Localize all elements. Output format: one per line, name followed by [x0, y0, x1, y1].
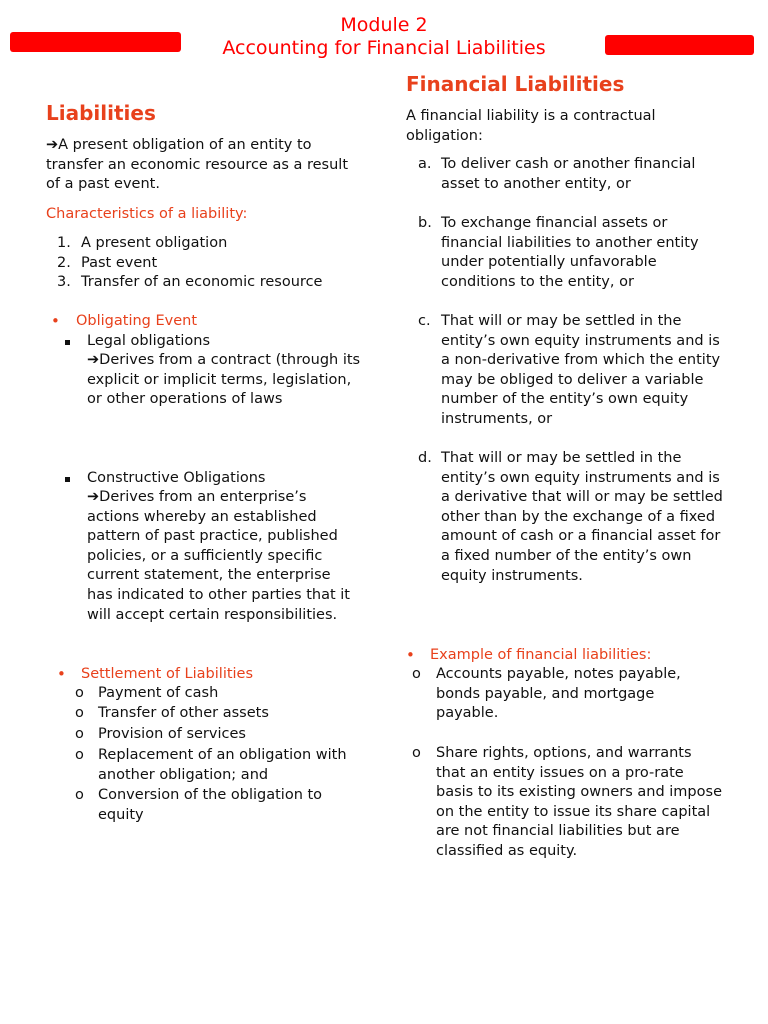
list-item: To deliver cash or another financial asset to another entity, or [441, 156, 696, 192]
circle-bullet-icon: o [412, 745, 421, 761]
constructive-obligations-title: Constructive Obligations [87, 470, 266, 486]
circle-bullet-icon: o [75, 747, 84, 763]
financial-liabilities-heading: Financial Liabilities [406, 72, 625, 96]
list-letter: a. [418, 156, 432, 172]
circle-bullet-icon: o [75, 787, 84, 803]
financial-liability-intro: A financial liability is a contractual obligation: [406, 108, 656, 144]
circle-bullet-icon: o [412, 666, 421, 682]
constructive-obligations-desc: ➔Derives from an enterprise’s actions whereby an established pattern of past practice, published policies, or a sufficiently specific current statement, the enterprise has indicated to other parties that it will accept certain responsibilities. [87, 489, 350, 623]
list-item: Transfer of other assets [98, 705, 269, 721]
arrow-icon: ➔ [46, 137, 59, 153]
arrow-icon: ➔ [87, 352, 100, 368]
bullet-icon: • [57, 665, 66, 683]
bullet-icon: • [406, 646, 415, 664]
obligating-event-label: Obligating Event [76, 313, 198, 329]
list-item: Provision of services [98, 726, 246, 742]
list-number: 1. [57, 235, 71, 251]
list-item: That will or may be settled in the entity’s own equity instruments and is a non-derivative from which the entity may be obliged to deliver a variable number of the entity’s own equity instruments, or [441, 313, 721, 427]
page-title: Accounting for Financial Liabilities [222, 37, 546, 59]
legal-obligations-title: Legal obligations [87, 333, 211, 349]
square-bullet-icon [65, 477, 70, 482]
list-number: 3. [57, 274, 71, 290]
list-item: Replacement of an obligation with another obligation; and [98, 747, 347, 783]
list-item: Past event [81, 255, 158, 271]
legal-obligations-desc: ➔Derives from a contract (through its explicit or implicit terms, legislation, or other operations of laws [87, 352, 361, 408]
characteristics-label: Characteristics of a liability: [46, 206, 248, 222]
list-item: Accounts payable, notes payable, bonds payable, and mortgage payable. [436, 666, 681, 722]
circle-bullet-icon: o [75, 685, 84, 701]
module-number: Module 2 [340, 14, 428, 36]
list-item: Payment of cash [98, 685, 219, 701]
square-bullet-icon [65, 340, 70, 345]
list-number: 2. [57, 255, 71, 271]
liabilities-heading: Liabilities [46, 101, 156, 125]
list-letter: d. [418, 450, 432, 466]
liability-definition: ➔A present obligation of an entity to transfer an economic resource as a result of a past event. [46, 137, 349, 193]
settlement-label: Settlement of Liabilities [81, 666, 254, 682]
list-item: A present obligation [81, 235, 228, 251]
arrow-icon: ➔ [87, 489, 100, 505]
list-letter: b. [418, 215, 432, 231]
list-item: That will or may be settled in the entity’s own equity instruments and is a derivative that will or may be settled other than by the exchange of a fixed amount of cash or a financial asset for a fixed number of the entity’s own equity instruments. [441, 450, 723, 584]
examples-label: Example of financial liabilities: [430, 647, 652, 663]
list-item: Share rights, options, and warrants that an entity issues on a pro-rate basis to its existing owners and impose on the entity to issue its share capital are not financial liabilities but are classified as equity. [436, 745, 722, 859]
circle-bullet-icon: o [75, 705, 84, 721]
list-letter: c. [418, 313, 431, 329]
circle-bullet-icon: o [75, 726, 84, 742]
bullet-icon: • [51, 312, 60, 330]
list-item: Transfer of an economic resource [81, 274, 323, 290]
list-item: Conversion of the obligation to equity [98, 787, 323, 823]
list-item: To exchange financial assets or financial liabilities to another entity under potentially unfavorable conditions to the entity, or [441, 215, 699, 290]
